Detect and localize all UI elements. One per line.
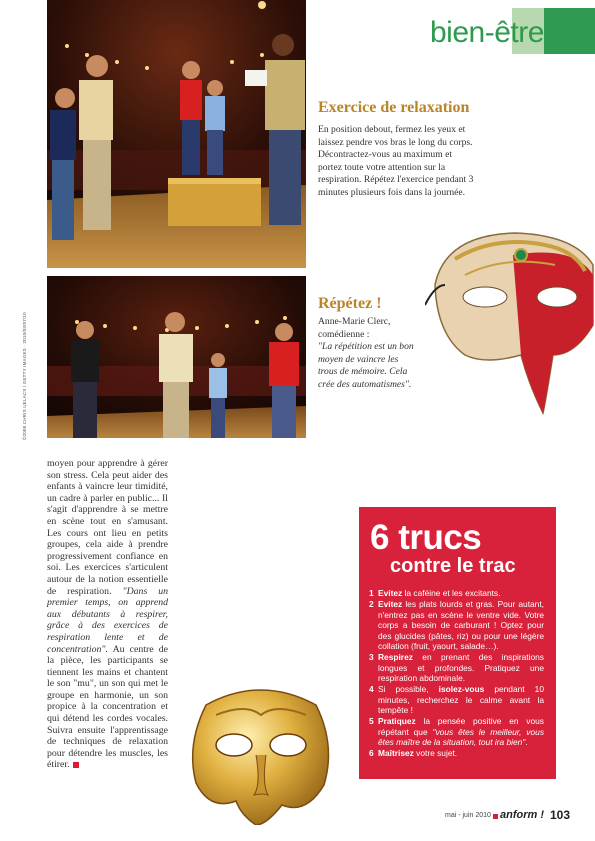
tip-text: les plats lourds et gras. Pour autant, n'entrez pas en scène le ventre vide. Votre corps a besoin de carburant ! Optez pour des glucides (pâtes, riz) ou pour une légère collation (fruit, yaourt, salade…). — [378, 599, 544, 651]
tip-number: 3 — [369, 652, 374, 662]
photo-credit: ©2008 CHRIS UELACS / GETTY IMAGES · 2010/03/07/10 — [22, 312, 27, 440]
end-mark — [73, 762, 79, 768]
tip-number: 1 — [369, 588, 374, 598]
tip-item — [370, 748, 544, 759]
tip-item — [370, 599, 544, 652]
page-footer — [445, 808, 575, 824]
tip-number: 2 — [369, 599, 374, 609]
tips-list — [370, 588, 544, 759]
venetian-mask-image — [425, 215, 595, 415]
tips-subtitle: contre le trac — [390, 555, 516, 577]
rubric-bar-dark — [544, 8, 595, 54]
magazine-name: anform ! — [500, 809, 544, 821]
tip-item — [370, 588, 544, 599]
tip-item — [370, 652, 544, 684]
footer-square-mark — [493, 814, 498, 819]
tip-quote: "vous êtes le meilleur, vous êtes maître de la situation, tout ira bien" — [378, 726, 545, 747]
tip-keyword: Maîtrisez — [378, 748, 414, 758]
tip-number: 5 — [369, 716, 374, 726]
article-paragraph-2: Au centre de la pièce, les participants se tiennent les mains et chantent le son "mu", un son qui met le groupe en harmonie, un son propice à la concentration et qui détend les cordes vocales. Suivra ensuite l'apprentissage de techniques de relaxation pour détendre les muscles, les étirer. — [47, 643, 168, 771]
tip-number: 4 — [369, 684, 374, 694]
tip-keyword: Evitez — [378, 599, 403, 609]
section-rubric — [420, 8, 595, 56]
repetez-title: Répétez ! — [318, 295, 382, 312]
tip-keyword: Respirez — [378, 652, 413, 662]
golden-mask-image — [186, 675, 336, 825]
tip-item — [370, 716, 544, 748]
page-number: 103 — [550, 808, 571, 822]
tip-number: 6 — [369, 748, 374, 758]
tip-text: en prenant des inspirations longues et profondes. Pratiquez une respiration abdominale. — [378, 652, 544, 683]
tip-keyword: Evitez — [378, 588, 403, 598]
tips-title: 6 trucs — [370, 518, 482, 557]
rubric-title: bien-être — [430, 16, 544, 49]
issue-date: mai - juin 2010 — [445, 812, 491, 819]
exercise-body: En position debout, fermez les yeux et laissez pendre vos bras le long du corps. Décontractez-vous au maximum et portez toute votre attention sur la respiration. Répétez l'exercice pendant 3 minutes plusieurs fois dans la journée. — [318, 124, 474, 198]
tip-keyword: Pratiquez — [378, 716, 416, 726]
repetez-quote: "La répétition est un bon moyen de vaincre les trous de mémoire. Cela crée des automatismes". — [318, 341, 414, 390]
tip-prefix: Si possible, — [378, 684, 439, 694]
article-paragraph: moyen pour apprendre à gérer son stress. Cela peut aider des enfants à vaincre leur timidité, un cadre à parler en public... Il s'agit d'apprendre à se mettre en scène tout en s'amusant. Les cours ont lieu en petits groupes, cela aide à prendre progressivement confiance en soi. Les exercices s'articulent autour de la notion essentielle de respiration. — [47, 458, 168, 597]
tip-tail: . — [525, 737, 528, 747]
tip-text: pendant 10 minutes, recherchez le calme avant la tempête ! — [378, 684, 545, 715]
stage-photo-group — [47, 276, 306, 438]
article-body — [47, 458, 168, 771]
tip-text: la caféine et les excitants. — [402, 588, 501, 598]
stage-photo-rehearsal — [47, 0, 306, 268]
tip-text: la pensée positive en vous répétant que — [378, 716, 544, 737]
article-quote: "Dans un premier temps, on apprend aux débutants à respirer, grâce à des exercices de respiration lente et de concentration". — [47, 585, 168, 655]
tip-item — [370, 684, 544, 716]
tips-box — [359, 507, 556, 779]
tip-keyword: isolez-vous — [438, 684, 485, 694]
repetez-attribution: Anne-Marie Clerc, comédienne : — [318, 316, 391, 340]
exercise-title: Exercice de relaxation — [318, 99, 470, 116]
tip-text: votre sujet. — [413, 748, 458, 758]
